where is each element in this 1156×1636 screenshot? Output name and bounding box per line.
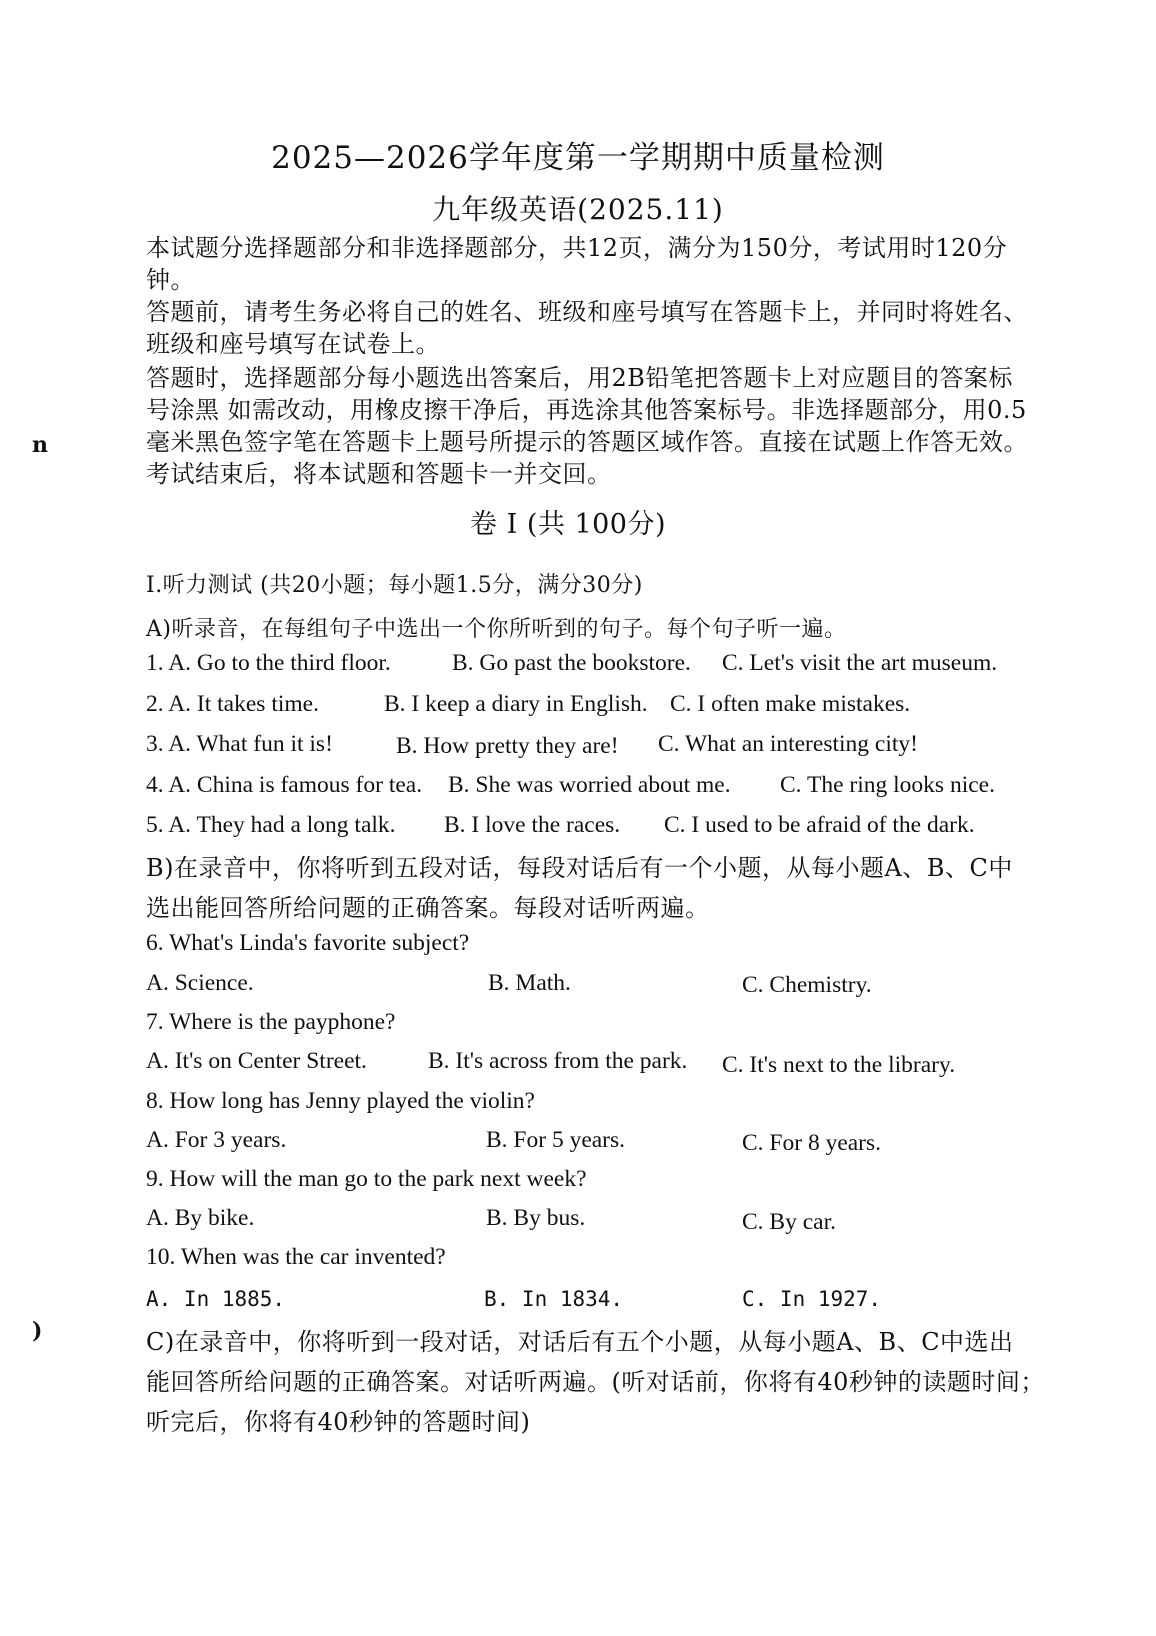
instruction-line: 答题前，请考生务必将自己的姓名、班级和座号填写在答题卡上，并同时将姓名、 [146,298,1028,326]
section-heading: I.听力测试 (共20小题；每小题1.5分，满分30分) [146,573,643,598]
instruction-line: 考试结束后，将本试题和答题卡一并交回。 [146,460,612,488]
question-option: A. By bike. [146,1205,255,1231]
question-option: C. I used to be afraid of the dark. [664,812,975,838]
page-title: 2025—2026学年度第一学期期中质量检测 [271,140,885,176]
question-option: B. In 1834. [484,1287,624,1311]
page-subtitle: 九年级英语(2025.11) [432,193,724,226]
question-option: A. For 3 years. [146,1127,287,1153]
volume-title: 卷 I (共 100分) [470,509,667,540]
question-option: A. It's on Center Street. [146,1048,367,1074]
instruction-line: 号涂黑 如需改动，用橡皮擦干净后，再选涂其他答案标号。非选择题部分，用0.5 [146,396,1027,424]
question-option: B. I love the races. [444,812,621,838]
question-option: C. For 8 years. [742,1130,882,1156]
question-option: C. The ring looks nice. [780,772,995,798]
instruction-line: 答题时，选择题部分每小题选出答案后，用2B铅笔把答题卡上对应题目的答案标 [146,364,1013,392]
question-option: B. She was worried about me. [448,772,731,798]
question-option: C. I often make mistakes. [670,691,911,717]
question-option: 2. A. It takes time. [146,691,319,717]
part-c-instruction: 能回答所给问题的正确答案。对话听两遍。(听对话前，你将有40秒钟的读题时间； [146,1368,1045,1396]
question-option: 4. A. China is famous for tea. [146,772,423,798]
question-option: C. By car. [742,1209,836,1235]
question-text: 9. How will the man go to the park next week? [146,1166,587,1192]
question-text: 7. Where is the payphone? [146,1009,396,1035]
part-a-instruction: A)听录音，在每组句子中选出一个你所听到的句子。每个句子听一遍。 [146,617,847,642]
question-option: A. Science. [146,970,254,996]
question-option: B. By bus. [486,1205,586,1231]
instruction-line: 本试题分选择题部分和非选择题部分，共12页，满分为150分，考试用时120分 [146,234,1008,262]
part-b-instruction: 选出能回答所给问题的正确答案。每段对话听两遍。 [146,894,710,922]
part-c-instruction: 听完后，你将有40秒钟的答题时间) [146,1408,531,1436]
question-option: 1. A. Go to the third floor. [146,650,391,676]
question-option: C. What an interesting city! [658,731,918,757]
question-option: B. For 5 years. [486,1127,626,1153]
instruction-line: 班级和座号填写在试卷上。 [146,330,440,358]
question-option: C. Chemistry. [742,972,872,998]
part-b-instruction: B)在录音中，你将听到五段对话，每段对话后有一个小题，从每小题A、B、C中 [146,854,1013,882]
question-option: A. In 1885. [146,1287,286,1311]
question-option: 3. A. What fun it is! [146,731,333,757]
question-option: B. How pretty they are! [396,733,619,759]
question-option: C. In 1927. [742,1287,882,1311]
margin-mark: ) [32,1318,43,1344]
question-option: B. Math. [488,970,571,996]
margin-mark: n [32,432,48,458]
part-c-instruction: C)在录音中，你将听到一段对话，对话后有五个小题，从每小题A、B、C中选出 [146,1328,1014,1356]
question-option: C. It's next to the library. [722,1052,956,1078]
question-option: B. It's across from the park. [428,1048,688,1074]
question-option: C. Let's visit the art museum. [722,650,998,676]
question-text: 10. When was the car invented? [146,1244,446,1270]
instruction-line: 钟。 [146,266,195,294]
question-option: B. I keep a diary in English. [384,691,648,717]
instruction-line: 毫米黑色签字笔在答题卡上题号所提示的答题区域作答。直接在试题上作答无效。 [146,428,1028,456]
question-text: 8. How long has Jenny played the violin? [146,1088,535,1114]
question-text: 6. What's Linda's favorite subject? [146,930,470,956]
question-option: B. Go past the bookstore. [452,650,691,676]
question-option: 5. A. They had a long talk. [146,812,396,838]
